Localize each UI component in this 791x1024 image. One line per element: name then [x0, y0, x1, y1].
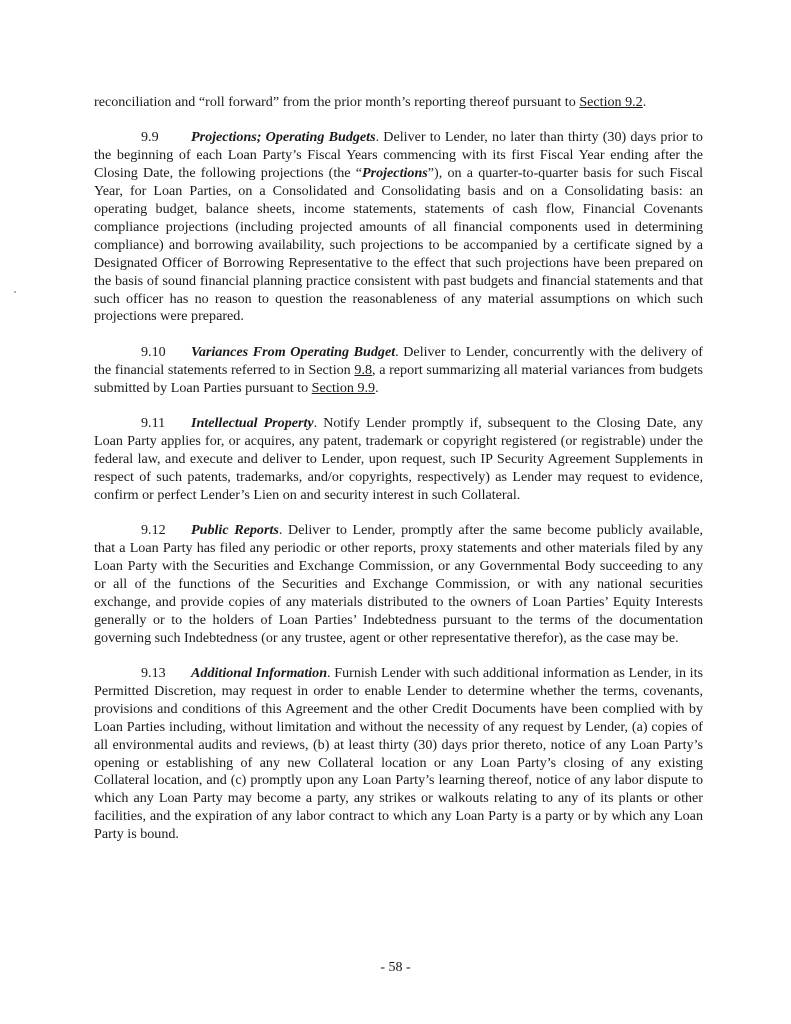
section-body: . Deliver to Lender, promptly after the same become publicly available, that a Loan Party has filed any periodic or other reports, proxy statements and other materials filed by any Loan Party with the Securities and Exchange Commission, or any Governmental Body succeeding to any or all of the functions of the Securities and Exchange Commission, or with any national securities exchange, and provide copies of any materials distributed to the owners of Loan Parties’ Equity Interests generally or to the holders of Loan Parties’ Indebtedness pursuant to the terms of the documentation governing such Indebtedness (or any trustee, agent or other representative therefor), as the case may be.	[94, 522, 703, 646]
section-number: 9.10	[141, 343, 166, 360]
section-heading: Intellectual Property	[191, 415, 314, 432]
document-page	[94, 94, 703, 862]
section-body-cont: ”), on a quarter-to-quarter basis for such Fiscal Year, for Loan Parties, on a Consolidated and Consolidating basis and on a Consolidating basis: an operating budget, balance sheets, income statements, statements of cash flow, Financial Covenants compliance projections (including projected amounts of all financial components used in determining compliance) and borrowing availability, such projections to be accompanied by a certificate signed by a Designated Officer of Borrowing Representative to the effect that such projections have been prepared on the basis of sound financial planning practice consistent with past budgets and financial statements and that such officer has no reason to question the reasonableness of any material assumptions on which such projections were prepared.	[94, 165, 703, 325]
section-body-tail: .	[375, 379, 379, 396]
section-9-13	[94, 665, 703, 844]
section-body: . Notify Lender promptly if, subsequent to the Closing Date, any Loan Party applies for, or acquires, any patent, trademark or copyright registered (or registrable) under the federal law, and execute and deliver to Lender, upon request, such IP Security Agreement Supplements in respect of such patents, trademarks, and/or copyrights, respectively) as Lender may request to evidence, confirm or perfect Lender’s Lien on and security interest in such Collateral.	[94, 415, 703, 503]
section-number: 9.9	[141, 129, 159, 146]
section-heading: Projections; Operating Budgets	[191, 129, 376, 146]
section-body: . Deliver to Lender, no later than thirty (30) days prior to the beginning of each Loan Party’s Fiscal Years commencing with its first Fiscal Year ending after the Closing Date, the following projections (the “	[94, 129, 703, 182]
section-heading: Additional Information	[191, 664, 328, 681]
section-9-10	[94, 344, 703, 398]
section-heading: Variances From Operating Budget	[191, 343, 396, 360]
carryover-tail: .	[642, 94, 647, 110]
carryover-text: reconciliation and “roll forward” from the prior month’s reporting thereof pursuant to	[94, 94, 580, 110]
section-link-9-9[interactable]: Section 9.9	[311, 379, 376, 396]
section-body-cont: , a report summarizing all material variances from budgets submitted by Loan Parties pursuant to	[94, 361, 703, 396]
section-link-9-2[interactable]: Section 9.2	[579, 94, 643, 110]
section-9-11	[94, 415, 703, 505]
section-body: . Furnish Lender with such additional information as Lender, in its Permitted Discretion, may request in order to enable Lender to determine whether the terms, covenants, provisions and conditions of this Agreement and the other Credit Documents have been complied with by Loan Parties including, without limitation and without the necessity of any request by Lender, (a) copies of all environmental audits and reviews, (b) at least thirty (30) days prior thereto, notice of any Loan Party’s opening or establishing of any new Collateral location or any Loan Party’s closing of any existing Collateral location, and (c) promptly upon any Loan Party’s learning thereof, notice of any labor dispute to which any Loan Party may become a party, any strikes or walkouts relating to any of its plants or other facilities, and the expiration of any labor contract to which any Loan Party is a party or by which any Loan Party is bound.	[94, 664, 703, 843]
defined-term: Projections	[362, 165, 428, 182]
section-number: 9.13	[141, 664, 166, 681]
scan-artifact	[14, 291, 16, 293]
section-number: 9.11	[141, 415, 166, 432]
section-link-9-8[interactable]: 9.8	[354, 361, 373, 378]
section-body: . Deliver to Lender, concurrently with the delivery of the financial statements referred to in Section	[94, 343, 703, 378]
section-9-9	[94, 129, 703, 326]
section-heading: Public Reports	[191, 522, 279, 539]
section-number: 9.12	[141, 522, 166, 539]
carryover-paragraph	[94, 94, 703, 112]
section-9-12	[94, 522, 703, 647]
page-number: - 58 -	[380, 960, 411, 975]
